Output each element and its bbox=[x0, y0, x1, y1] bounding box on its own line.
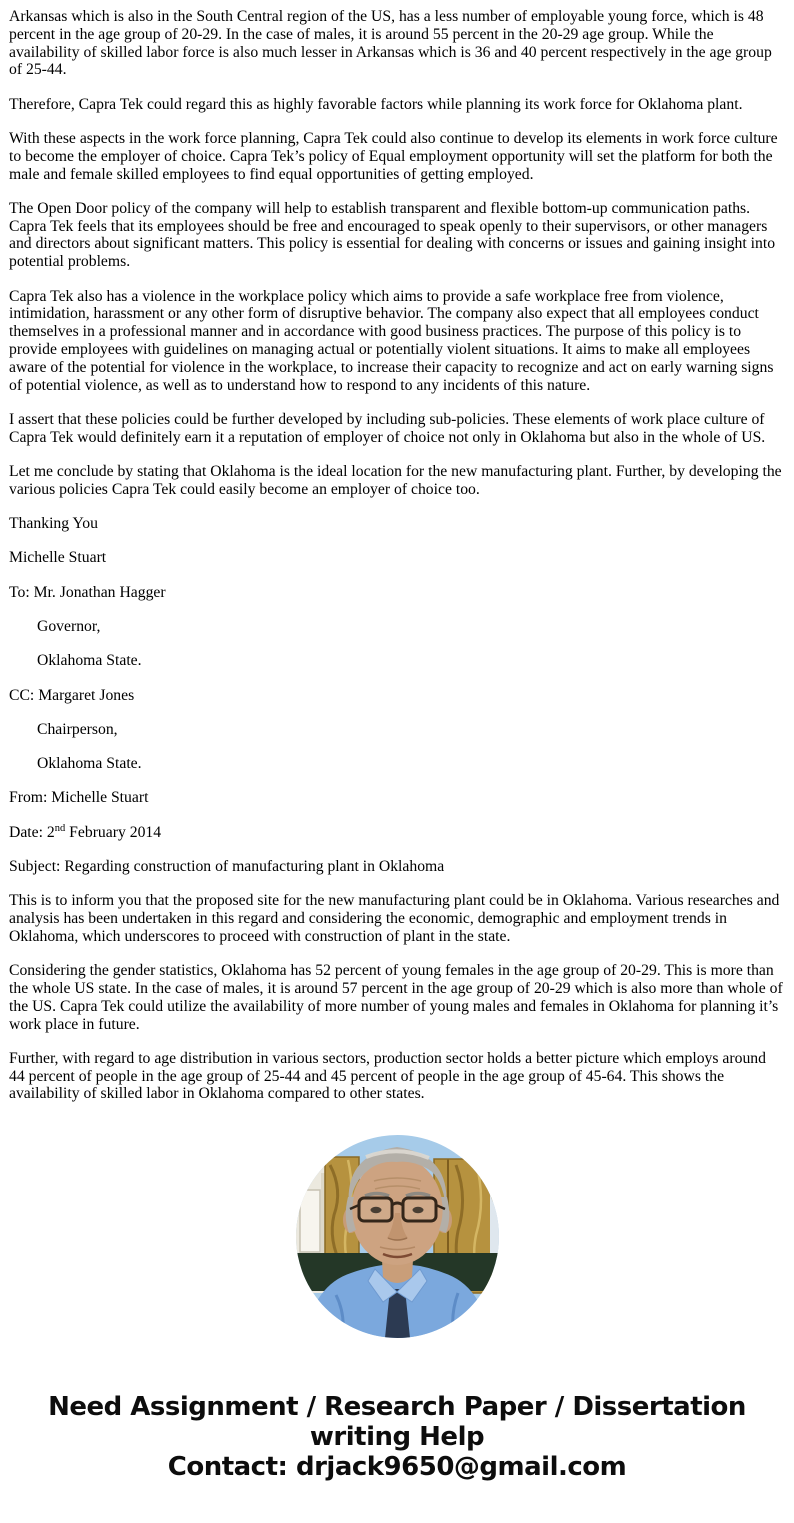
footer-advert bbox=[9, 1392, 785, 1482]
paragraph-gender-statistics: Considering the gender statistics, Oklahoma has 52 percent of young females in the age group of 20-29. This is more than the whole US state. In the case of males, it is around 57 percent in the age group of 20-29 which is also more than whole of the US. Capra Tek could utilize the availability of more number of young males and females in Oklahoma for planning it’s work place in future. bbox=[9, 962, 783, 1033]
paragraph-conclusion: Let me conclude by stating that Oklahoma is the ideal location for the new manufacturing plant. Further, by developing the various policies Capra Tek could easily become an employer of choice too. bbox=[9, 462, 782, 498]
memo-date-suffix: February 2014 bbox=[65, 823, 162, 841]
memo-cc-org: Oklahoma State. bbox=[37, 755, 142, 773]
footer-contact-email: Contact: drjack9650@gmail.com bbox=[167, 1452, 627, 1483]
portrait-section bbox=[9, 1135, 785, 1343]
paragraph-age-distribution: Further, with regard to age distribution in various sectors, production sector holds a better picture which employs around 44 percent of people in the age group of 25-44 and 45 percent of people in the age group of 45-64. This shows the availability of skilled labor in Oklahoma compared to other states. bbox=[9, 1049, 766, 1103]
memo-date bbox=[9, 824, 785, 842]
paragraph-arkansas-stats: Arkansas which is also in the South Central region of the US, has a less number of employable young force, which is 48 percent in the age group of 20-29. In the case of males, it is around 55 percent in the 20-29 age group. While the availability of skilled labor force is also much lesser in Arkansas which is 36 and 40 percent respectively in the age group of 25-44. bbox=[9, 8, 772, 79]
footer-line-2: writing Help bbox=[309, 1422, 485, 1453]
paragraph-proposed-site: This is to inform you that the proposed site for the new manufacturing plant could be in Oklahoma. Various researches and analysis has been undertaken in this regard and considering the economic, demographic and employment trends in Oklahoma, which underscores to proceed with construction of plant in the state. bbox=[9, 892, 780, 945]
portrait-photo bbox=[296, 1135, 499, 1338]
memo-from: From: Michelle Stuart bbox=[9, 789, 149, 807]
paragraph-favorable-factors: Therefore, Capra Tek could regard this as highly favorable factors while planning its work force for Oklahoma plant. bbox=[9, 95, 743, 113]
memo-date-prefix: Date: 2 bbox=[9, 823, 55, 841]
memo-to: To: Mr. Jonathan Hagger bbox=[9, 583, 166, 601]
memo-subject: Subject: Regarding construction of manufacturing plant in Oklahoma bbox=[9, 858, 445, 875]
memo-cc: CC: Margaret Jones bbox=[9, 686, 135, 704]
footer-line-1: Need Assignment / Research Paper / Dissertation bbox=[48, 1392, 746, 1423]
paragraph-open-door-policy: The Open Door policy of the company will help to establish transparent and flexible bottom-up communication paths. Capra Tek feels that its employees should be free and encouraged to speak openly to their supervisors, or other managers and directors about significant matters. This policy is essential for dealing with concerns or issues and gaining insight into potential problems. bbox=[9, 199, 776, 271]
closing-thanks: Thanking You bbox=[9, 515, 98, 533]
paragraph-workforce-culture: With these aspects in the work force planning, Capra Tek could also continue to develop its elements in work force culture to become the employer of choice. Capra Tek’s policy of Equal employment opportunity will set the platform for both the male and female skilled employees to find equal opportunities of getting employed. bbox=[9, 129, 778, 183]
memo-to-org: Oklahoma State. bbox=[37, 652, 142, 670]
paragraph-violence-policy: Capra Tek also has a violence in the workplace policy which aims to provide a safe workplace free from violence, intimidation, harassment or any other form of disruptive behavior. The company also expect that all employees conduct themselves in a professional manner and in accordance with good business practices. The purpose of this policy is to provide employees with guidelines on managing actual or potentially violent situations. It aims to make all employees aware of the potential for violence in the workplace, to increase their capacity to recognize and act on early warning signs of potential violence, as well as to understand how to respond to any incidents of this nature. bbox=[9, 287, 774, 394]
paragraph-sub-policies: I assert that these policies could be further developed by including sub-policies. These elements of work place culture of Capra Tek would definitely earn it a reputation of employer of choice not only in Oklahoma but also in the whole of US. bbox=[9, 410, 766, 446]
closing-signature: Michelle Stuart bbox=[9, 549, 107, 567]
memo-date-ordinal: nd bbox=[54, 822, 66, 834]
memo-to-title: Governor, bbox=[37, 617, 101, 635]
memo-cc-title: Chairperson, bbox=[37, 720, 118, 738]
